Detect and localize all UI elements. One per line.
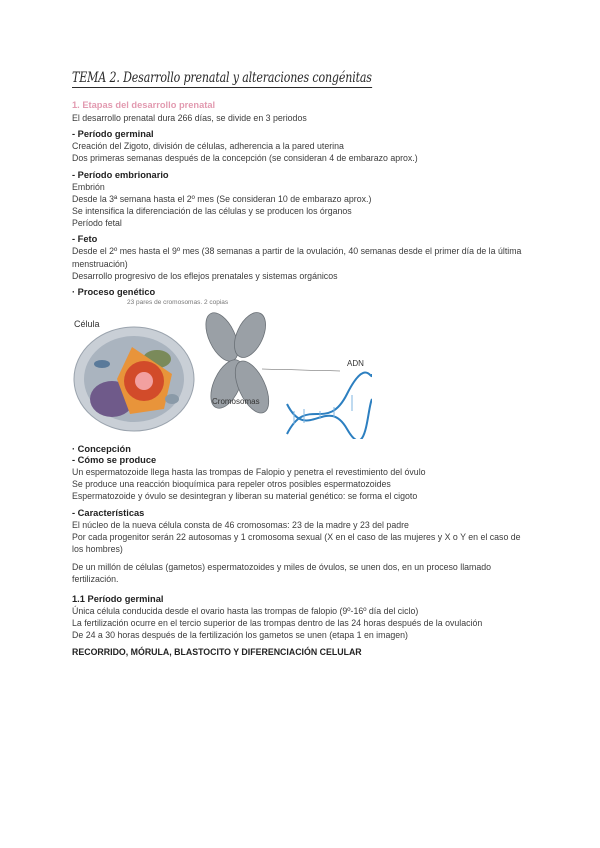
germinal11-line: De 24 a 30 horas después de la fertilización los gametos se unen (etapa 1 en imagen) [72, 630, 408, 641]
caracteristicas-line: El núcleo de la nueva célula consta de 46 cromosomas: 23 de la madre y 23 del padre [72, 519, 409, 530]
germinal11-line: La fertilización ocurre en el tercio superior de las trompas dentro de las 24 horas después de la ovulación [72, 617, 483, 628]
embrionario-line: Se intensifica la diferenciación de las células y se producen los órganos [72, 206, 352, 217]
caracteristicas-line: Por cada progenitor serán 22 autosomas y 1 cromosoma sexual (X en el caso de las mujeres y X o Y en el caso de los hombres) [72, 531, 521, 555]
label-cromosomas: Cromosomas [212, 397, 260, 407]
genetic-illustration [72, 299, 372, 439]
germinal-line: Creación del Zigoto, división de células, adherencia a la pared uterina [72, 141, 344, 152]
embrionario-heading: - Período embrionario [72, 169, 169, 180]
page-title [72, 70, 445, 88]
como-heading: - Cómo se produce [72, 455, 157, 466]
final-heading: RECORRIDO, MÓRULA, BLASTOCITO Y DIFERENCIACIÓN CELULAR [72, 647, 362, 658]
germinal-heading: - Período germinal [72, 129, 154, 140]
caracteristicas-heading: - Características [72, 507, 145, 518]
label-adn: ADN [347, 359, 364, 369]
embrionario-line: Embrión [72, 181, 105, 192]
germinal11-line: Única célula conducida desde el ovario hasta las trompas de falopio (9º-16º día del ciclo) [72, 605, 419, 616]
section-heading: 1. Etapas del desarrollo prenatal [72, 100, 216, 110]
feto-line: Desarrollo progresivo de los eflejos prenatales y sistemas orgánicos [72, 270, 338, 281]
concepcion-heading: · Concepción [72, 444, 131, 455]
concepcion-line: Un espermatozoide llega hasta las trompas de Falopio y penetra el revestimiento del óvulo [72, 467, 426, 478]
concepcion-line: Espermatozoide y óvulo se desintegran y liberan su material genético: se forma el cigoto [72, 491, 418, 502]
germinal11-heading: 1.1 Período germinal [72, 593, 164, 604]
label-celula: Célula [74, 319, 100, 330]
feto-heading: - Feto [72, 234, 98, 245]
fertilizacion-paragraph: De un millón de células (gametos) espermatozoides y miles de óvulos, se unen dos, en un proceso llamado fertilización. [72, 562, 492, 585]
embrionario-line: Desde la 3ª semana hasta el 2º mes (Se consideran 10 de embarazo aprox.) [72, 193, 372, 204]
figure-top-label: 23 pares de cromosomas. 2 copias [127, 299, 229, 307]
document-content [72, 70, 527, 657]
concepcion-line: Se produce una reacción bioquímica para repeler otros posibles espermatozoides [72, 479, 391, 490]
embrionario-line: Período fetal [72, 218, 122, 229]
page-title-text: TEMA 2. Desarrollo prenatal y alteraciones congénitas [72, 70, 372, 86]
genetic-process-figure [72, 299, 372, 439]
section-intro: El desarrollo prenatal dura 266 días, se divide en 3 periodos [72, 113, 307, 123]
feto-line: Desde el 2º mes hasta el 9º mes (38 semanas a partir de la ovulación, 40 semanas desde el primer día de la última menstruación) [72, 246, 522, 269]
germinal-line: Dos primeras semanas después de la concepción (se consideran 4 de embarazo aprox.) [72, 153, 418, 164]
proceso-heading: · Proceso genético [72, 287, 156, 298]
